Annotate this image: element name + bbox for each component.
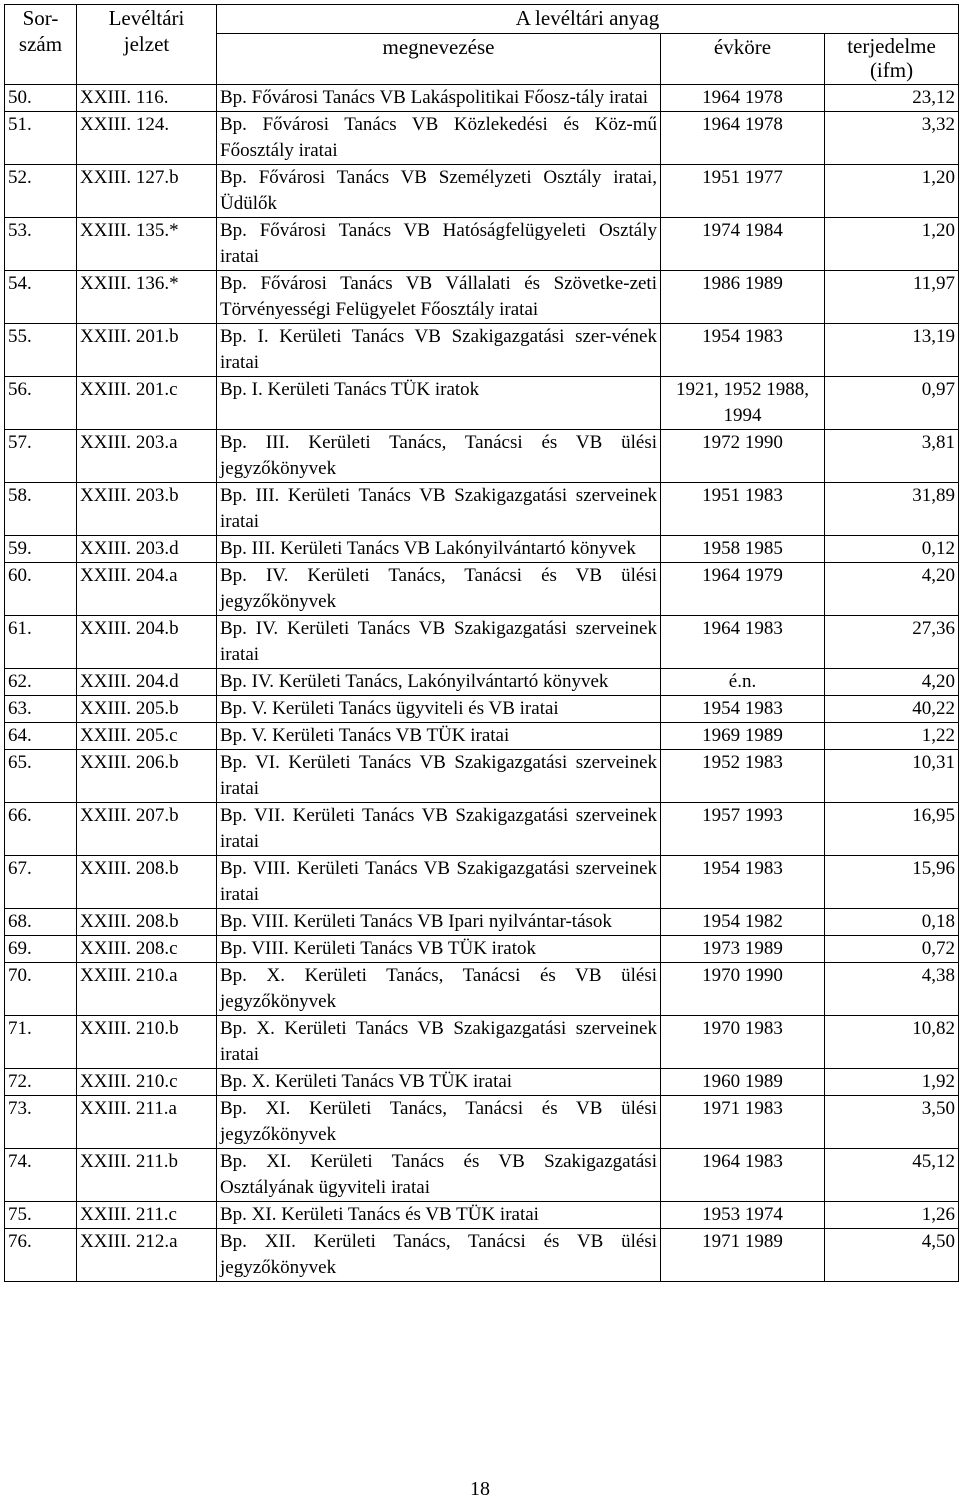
row-terjedelem: 0,12 — [825, 536, 959, 563]
row-terjedelem: 10,82 — [825, 1016, 959, 1069]
row-megnevezes: Bp. VIII. Kerületi Tanács VB Ipari nyilvántar-tások — [217, 909, 661, 936]
row-megnevezes: Bp. XII. Kerületi Tanács, Tanácsi és VB ülési jegyzőkönyvek — [217, 1229, 661, 1282]
table-row — [5, 1149, 959, 1202]
row-number: 58. — [5, 483, 77, 536]
row-megnevezes: Bp. Fővárosi Tanács VB Vállalati és Szövetke-zeti Törvényességi Felügyelet Főosztály iratai — [217, 271, 661, 324]
table-row — [5, 936, 959, 963]
header-group: A levéltári anyag — [217, 5, 959, 34]
archive-table — [4, 4, 959, 1282]
row-megnevezes: Bp. Fővárosi Tanács VB Közlekedési és Köz-mű Főosztály iratai — [217, 112, 661, 165]
row-evkor: 1951 1977 — [661, 165, 825, 218]
row-terjedelem: 11,97 — [825, 271, 959, 324]
row-number: 51. — [5, 112, 77, 165]
row-jelzet: XXIII. 208.b — [77, 856, 217, 909]
row-evkor: 1954 1983 — [661, 324, 825, 377]
row-number: 64. — [5, 723, 77, 750]
table-row — [5, 1016, 959, 1069]
row-evkor: 1970 1983 — [661, 1016, 825, 1069]
row-evkor: 1971 1989 — [661, 1229, 825, 1282]
row-number: 50. — [5, 85, 77, 112]
row-number: 62. — [5, 669, 77, 696]
row-evkor: 1964 1978 — [661, 112, 825, 165]
row-terjedelem: 15,96 — [825, 856, 959, 909]
row-terjedelem: 23,12 — [825, 85, 959, 112]
row-megnevezes: Bp. VI. Kerületi Tanács VB Szakigazgatási szerveinek iratai — [217, 750, 661, 803]
row-evkor: 1971 1983 — [661, 1096, 825, 1149]
table-row — [5, 218, 959, 271]
row-megnevezes: Bp. XI. Kerületi Tanács, Tanácsi és VB ülési jegyzőkönyvek — [217, 1096, 661, 1149]
row-terjedelem: 1,20 — [825, 165, 959, 218]
row-jelzet: XXIII. 204.d — [77, 669, 217, 696]
table-row — [5, 696, 959, 723]
row-megnevezes: Bp. III. Kerületi Tanács, Tanácsi és VB ülési jegyzőkönyvek — [217, 430, 661, 483]
row-evkor: 1952 1983 — [661, 750, 825, 803]
row-evkor: 1964 1983 — [661, 1149, 825, 1202]
row-jelzet: XXIII. 135.* — [77, 218, 217, 271]
row-evkor: é.n. — [661, 669, 825, 696]
row-terjedelem: 10,31 — [825, 750, 959, 803]
row-evkor: 1954 1983 — [661, 696, 825, 723]
row-jelzet: XXIII. 136.* — [77, 271, 217, 324]
row-terjedelem: 3,50 — [825, 1096, 959, 1149]
row-megnevezes: Bp. V. Kerületi Tanács VB TÜK iratai — [217, 723, 661, 750]
row-number: 75. — [5, 1202, 77, 1229]
row-jelzet: XXIII. 208.b — [77, 909, 217, 936]
row-terjedelem: 1,92 — [825, 1069, 959, 1096]
row-jelzet: XXIII. 211.b — [77, 1149, 217, 1202]
row-terjedelem: 0,18 — [825, 909, 959, 936]
table-row — [5, 1069, 959, 1096]
table-header — [5, 5, 959, 85]
row-jelzet: XXIII. 206.b — [77, 750, 217, 803]
row-jelzet: XXIII. 201.c — [77, 377, 217, 430]
row-jelzet: XXIII. 207.b — [77, 803, 217, 856]
table-row — [5, 85, 959, 112]
row-jelzet: XXIII. 116. — [77, 85, 217, 112]
row-jelzet: XXIII. 210.b — [77, 1016, 217, 1069]
row-megnevezes: Bp. IV. Kerületi Tanács, Tanácsi és VB ülési jegyzőkönyvek — [217, 563, 661, 616]
row-jelzet: XXIII. 211.c — [77, 1202, 217, 1229]
row-jelzet: XXIII. 205.b — [77, 696, 217, 723]
row-terjedelem: 1,26 — [825, 1202, 959, 1229]
row-number: 54. — [5, 271, 77, 324]
table-row — [5, 1229, 959, 1282]
row-evkor: 1921, 1952 1988, 1994 — [661, 377, 825, 430]
row-terjedelem: 3,32 — [825, 112, 959, 165]
row-evkor: 1972 1990 — [661, 430, 825, 483]
row-megnevezes: Bp. V. Kerületi Tanács ügyviteli és VB iratai — [217, 696, 661, 723]
row-number: 61. — [5, 616, 77, 669]
row-jelzet: XXIII. 201.b — [77, 324, 217, 377]
row-jelzet: XXIII. 204.b — [77, 616, 217, 669]
row-megnevezes: Bp. Fővárosi Tanács VB Lakáspolitikai Főosz-tály iratai — [217, 85, 661, 112]
row-megnevezes: Bp. VII. Kerületi Tanács VB Szakigazgatási szerveinek iratai — [217, 803, 661, 856]
row-megnevezes: Bp. IV. Kerületi Tanács VB Szakigazgatási szerveinek iratai — [217, 616, 661, 669]
table-row — [5, 803, 959, 856]
row-evkor: 1954 1982 — [661, 909, 825, 936]
row-megnevezes: Bp. Fővárosi Tanács VB Személyzeti Osztály iratai, Üdülők — [217, 165, 661, 218]
row-evkor: 1973 1989 — [661, 936, 825, 963]
table-row — [5, 1202, 959, 1229]
row-evkor: 1954 1983 — [661, 856, 825, 909]
table-row — [5, 750, 959, 803]
row-jelzet: XXIII. 127.b — [77, 165, 217, 218]
row-terjedelem: 1,20 — [825, 218, 959, 271]
row-megnevezes: Bp. X. Kerületi Tanács VB Szakigazgatási szerveinek iratai — [217, 1016, 661, 1069]
table-row — [5, 430, 959, 483]
row-number: 73. — [5, 1096, 77, 1149]
table-row — [5, 963, 959, 1016]
row-number: 66. — [5, 803, 77, 856]
row-evkor: 1957 1993 — [661, 803, 825, 856]
header-terjedelme: terjedelme (ifm) — [825, 34, 959, 85]
table-row — [5, 112, 959, 165]
row-evkor: 1951 1983 — [661, 483, 825, 536]
row-megnevezes: Bp. I. Kerületi Tanács VB Szakigazgatási szer-vének iratai — [217, 324, 661, 377]
header-megnevezese: megnevezése — [217, 34, 661, 85]
row-terjedelem: 31,89 — [825, 483, 959, 536]
row-evkor: 1960 1989 — [661, 1069, 825, 1096]
row-jelzet: XXIII. 208.c — [77, 936, 217, 963]
row-jelzet: XXIII. 203.b — [77, 483, 217, 536]
row-terjedelem: 27,36 — [825, 616, 959, 669]
row-evkor: 1964 1983 — [661, 616, 825, 669]
row-terjedelem: 1,22 — [825, 723, 959, 750]
row-jelzet: XXIII. 203.d — [77, 536, 217, 563]
row-jelzet: XXIII. 212.a — [77, 1229, 217, 1282]
row-number: 70. — [5, 963, 77, 1016]
row-number: 53. — [5, 218, 77, 271]
table-row — [5, 616, 959, 669]
row-terjedelem: 13,19 — [825, 324, 959, 377]
header-evkore: évköre — [661, 34, 825, 85]
row-number: 52. — [5, 165, 77, 218]
row-number: 63. — [5, 696, 77, 723]
table-row — [5, 377, 959, 430]
row-megnevezes: Bp. VIII. Kerületi Tanács VB Szakigazgatási szerveinek iratai — [217, 856, 661, 909]
row-jelzet: XXIII. 211.a — [77, 1096, 217, 1149]
header-jelzet: Levéltári jelzet — [77, 5, 217, 85]
row-terjedelem: 3,81 — [825, 430, 959, 483]
table-row — [5, 324, 959, 377]
row-terjedelem: 4,38 — [825, 963, 959, 1016]
row-megnevezes: Bp. XI. Kerületi Tanács és VB TÜK iratai — [217, 1202, 661, 1229]
row-number: 59. — [5, 536, 77, 563]
table-row — [5, 723, 959, 750]
table-row — [5, 563, 959, 616]
header-sorszam: Sor- szám — [5, 5, 77, 85]
row-evkor: 1958 1985 — [661, 536, 825, 563]
row-number: 71. — [5, 1016, 77, 1069]
row-evkor: 1964 1979 — [661, 563, 825, 616]
row-jelzet: XXIII. 210.c — [77, 1069, 217, 1096]
row-jelzet: XXIII. 124. — [77, 112, 217, 165]
row-evkor: 1974 1984 — [661, 218, 825, 271]
row-jelzet: XXIII. 210.a — [77, 963, 217, 1016]
row-megnevezes: Bp. VIII. Kerületi Tanács VB TÜK iratok — [217, 936, 661, 963]
row-terjedelem: 0,97 — [825, 377, 959, 430]
row-terjedelem: 4,50 — [825, 1229, 959, 1282]
row-number: 56. — [5, 377, 77, 430]
row-terjedelem: 16,95 — [825, 803, 959, 856]
row-number: 65. — [5, 750, 77, 803]
row-megnevezes: Bp. X. Kerületi Tanács VB TÜK iratai — [217, 1069, 661, 1096]
table-row — [5, 856, 959, 909]
row-evkor: 1970 1990 — [661, 963, 825, 1016]
row-jelzet: XXIII. 203.a — [77, 430, 217, 483]
row-number: 69. — [5, 936, 77, 963]
row-number: 76. — [5, 1229, 77, 1282]
row-megnevezes: Bp. III. Kerületi Tanács VB Szakigazgatási szerveinek iratai — [217, 483, 661, 536]
row-megnevezes: Bp. Fővárosi Tanács VB Hatóságfelügyeleti Osztály iratai — [217, 218, 661, 271]
row-megnevezes: Bp. IV. Kerületi Tanács, Lakónyilvántartó könyvek — [217, 669, 661, 696]
row-number: 74. — [5, 1149, 77, 1202]
row-megnevezes: Bp. III. Kerületi Tanács VB Lakónyilvántartó könyvek — [217, 536, 661, 563]
row-evkor: 1986 1989 — [661, 271, 825, 324]
row-evkor: 1964 1978 — [661, 85, 825, 112]
row-number: 72. — [5, 1069, 77, 1096]
page-number: 18 — [470, 1478, 490, 1500]
table-row — [5, 271, 959, 324]
row-terjedelem: 4,20 — [825, 563, 959, 616]
row-terjedelem: 0,72 — [825, 936, 959, 963]
row-terjedelem: 45,12 — [825, 1149, 959, 1202]
row-jelzet: XXIII. 204.a — [77, 563, 217, 616]
table-row — [5, 909, 959, 936]
row-terjedelem: 40,22 — [825, 696, 959, 723]
row-megnevezes: Bp. XI. Kerületi Tanács és VB Szakigazgatási Osztályának ügyviteli iratai — [217, 1149, 661, 1202]
table-row — [5, 165, 959, 218]
row-megnevezes: Bp. I. Kerületi Tanács TÜK iratok — [217, 377, 661, 430]
row-number: 67. — [5, 856, 77, 909]
row-terjedelem: 4,20 — [825, 669, 959, 696]
row-number: 57. — [5, 430, 77, 483]
row-number: 55. — [5, 324, 77, 377]
row-number: 68. — [5, 909, 77, 936]
table-row — [5, 669, 959, 696]
row-jelzet: XXIII. 205.c — [77, 723, 217, 750]
row-evkor: 1969 1989 — [661, 723, 825, 750]
row-number: 60. — [5, 563, 77, 616]
table-row — [5, 1096, 959, 1149]
table-body — [5, 85, 959, 1282]
row-evkor: 1953 1974 — [661, 1202, 825, 1229]
table-row — [5, 536, 959, 563]
row-megnevezes: Bp. X. Kerületi Tanács, Tanácsi és VB ülési jegyzőkönyvek — [217, 963, 661, 1016]
table-row — [5, 483, 959, 536]
